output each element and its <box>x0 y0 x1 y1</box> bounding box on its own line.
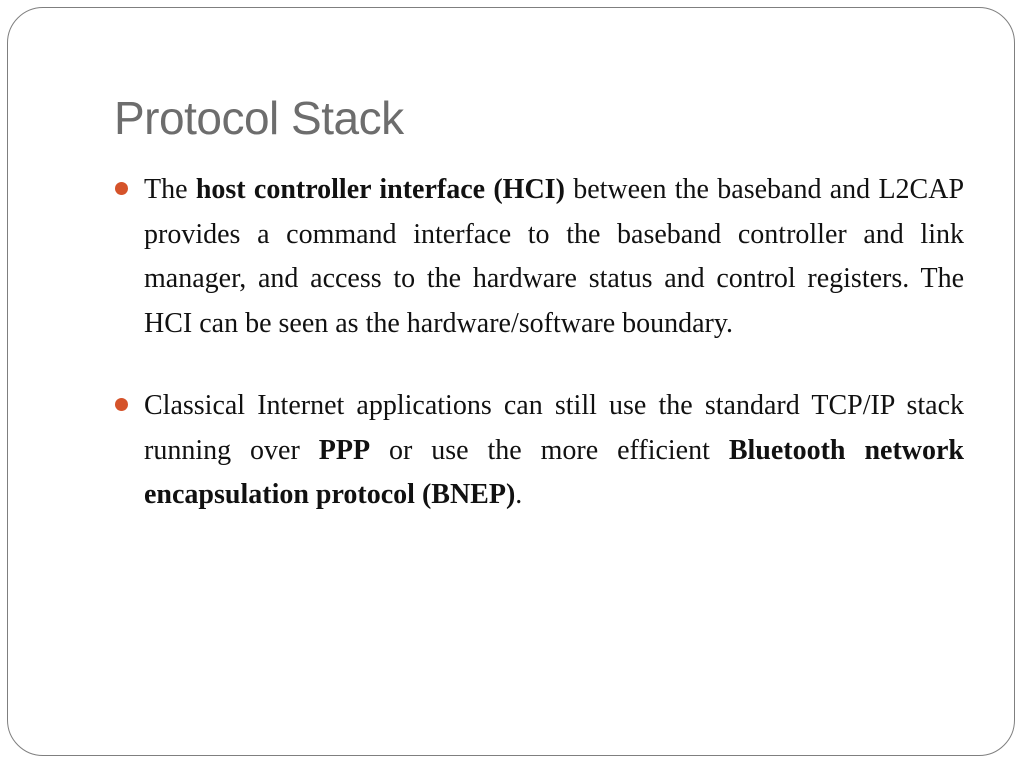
bullet-text-bold-segment: Bluetooth network encapsulation protocol (BNEP) <box>144 434 964 510</box>
bullet-text-bold-segment: host controller interface (HCI) <box>195 174 565 205</box>
bullet-item-bnep <box>112 384 964 518</box>
bullet-text-segment: The <box>144 174 196 205</box>
bullet-text-segment: Classical Internet applications can still use the standard TCP/IP stack running over <box>144 390 964 466</box>
bullet-text-segment: . <box>515 479 523 510</box>
slide-title: Protocol Stack <box>114 92 404 144</box>
bullet-list <box>112 168 964 518</box>
bullet-text-bold-segment: PPP <box>318 434 371 466</box>
bullet-text-segment: between the baseband and L2CAP provides a command interface to the baseband controller and link manager, and access to the hardware status and control registers. The HCI can be seen as the hardware/software boundary. <box>144 174 965 339</box>
bullet-text-segment: or use the more efficient <box>370 434 729 466</box>
bullet-dot-icon <box>115 182 128 195</box>
bullet-item-hci <box>112 168 964 346</box>
bullet-dot-icon <box>115 398 128 411</box>
